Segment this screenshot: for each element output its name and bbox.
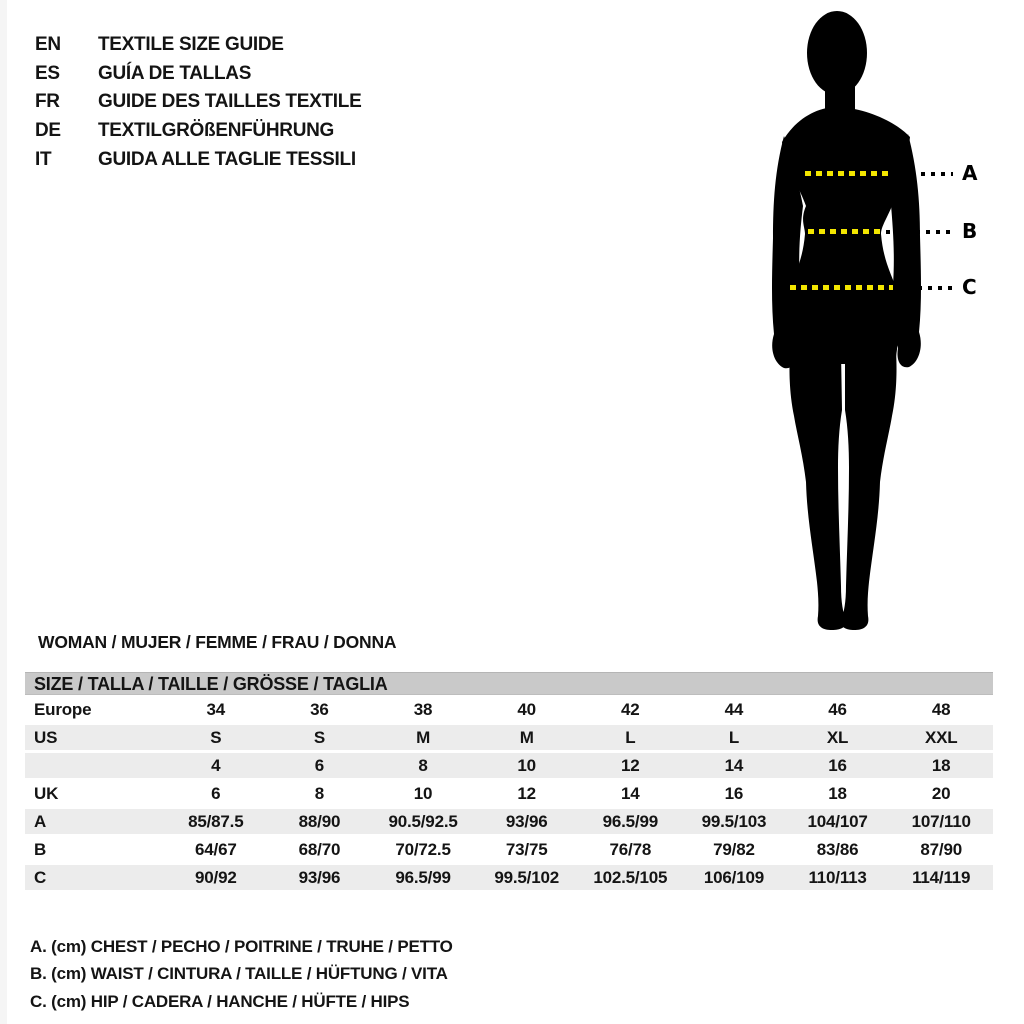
- language-code: DE: [35, 120, 61, 142]
- waist-marker-label: B: [962, 219, 978, 243]
- language-entry: [35, 88, 361, 117]
- size-table-body: [25, 697, 993, 890]
- size-table-row: [25, 809, 993, 834]
- size-value: 10: [517, 756, 536, 775]
- language-entry: [35, 117, 361, 146]
- language-code: ES: [35, 62, 60, 84]
- size-value: 79/82: [713, 840, 755, 859]
- size-value: XXL: [924, 728, 958, 747]
- size-table-header: SIZE / TALLA / TAILLE / GRÖSSE / TAGLIA: [25, 672, 993, 695]
- woman-section-title: WOMAN / MUJER / FEMME / FRAU / DONNA: [38, 632, 397, 652]
- size-value: 90/92: [195, 868, 237, 887]
- size-value: 76/78: [609, 840, 652, 859]
- size-value: 64/67: [195, 840, 237, 859]
- size-value: 106/109: [703, 868, 764, 887]
- size-value: 14: [621, 784, 640, 803]
- size-value: 90.5/92.5: [388, 812, 458, 831]
- measure-definition: B. (cm) WAIST / CINTURA / TAILLE / HÜFTUNG / VITA: [30, 964, 448, 984]
- size-value: 99.5/103: [701, 812, 767, 831]
- language-title-block: [35, 31, 361, 174]
- size-value: XL: [826, 728, 849, 747]
- chest-leader-dots: [911, 172, 953, 176]
- chest-measure-line: [805, 171, 890, 176]
- size-value: 99.5/102: [494, 868, 559, 887]
- guide-title: GUÍA DE TALLAS: [98, 62, 252, 84]
- language-entry: [35, 145, 361, 174]
- size-value: 93/96: [505, 812, 548, 831]
- size-value: 68/70: [298, 840, 341, 859]
- size-value: 96.5/99: [602, 812, 658, 831]
- size-row-label: C: [34, 868, 47, 887]
- size-value: 16: [828, 756, 847, 775]
- guide-title: GUIDA ALLE TAGLIE TESSILI: [98, 148, 356, 170]
- size-table-row: [25, 753, 993, 778]
- size-value: 6: [211, 784, 221, 803]
- measure-definition: A. (cm) CHEST / PECHO / POITRINE / TRUHE / PETTO: [30, 937, 453, 956]
- size-value: 85/87.5: [188, 812, 244, 831]
- size-value: 42: [621, 700, 640, 719]
- size-value: 8: [418, 756, 428, 775]
- waist-measure-line: [808, 229, 882, 234]
- woman-silhouette: [740, 0, 1024, 640]
- size-value: 70/72.5: [395, 840, 451, 859]
- hip-marker-label: C: [962, 275, 977, 299]
- size-value: 6: [314, 756, 325, 775]
- language-code: EN: [35, 34, 61, 56]
- size-value: 87/90: [920, 840, 962, 859]
- size-value: 102.5/105: [593, 868, 668, 887]
- size-value: 16: [724, 784, 744, 803]
- size-value: 36: [310, 700, 329, 719]
- size-value: 88/90: [298, 812, 341, 831]
- size-row-label: Europe: [34, 700, 92, 719]
- size-value: 96.5/99: [395, 868, 451, 887]
- hip-measure-line: [790, 285, 893, 290]
- size-value: 8: [314, 784, 325, 803]
- size-value: 20: [931, 784, 951, 803]
- size-value: L: [625, 728, 636, 747]
- language-entry: [35, 31, 361, 60]
- size-value: S: [313, 728, 325, 747]
- chest-marker-label: A: [962, 161, 978, 185]
- language-title-list: [35, 31, 361, 174]
- size-value: 40: [517, 700, 536, 719]
- language-code: IT: [35, 148, 52, 170]
- size-value: 104/107: [807, 812, 868, 831]
- page-left-edge: [0, 0, 7, 1024]
- size-value: L: [728, 728, 740, 747]
- size-value: 10: [413, 784, 433, 803]
- size-value: 114/119: [912, 868, 971, 887]
- size-value: 12: [517, 784, 536, 803]
- size-value: 44: [724, 700, 744, 719]
- measurement-legend: [30, 933, 453, 1015]
- size-value: 14: [724, 756, 744, 775]
- size-value: 34: [206, 700, 226, 719]
- size-value: 38: [413, 700, 433, 719]
- size-value: 18: [828, 784, 847, 803]
- size-row-label: US: [34, 728, 58, 747]
- size-table-row: [25, 781, 993, 806]
- hip-leader-dots: [898, 286, 953, 290]
- size-value: 93/96: [298, 868, 341, 887]
- size-table-row: [25, 725, 993, 750]
- size-value: 110/113: [808, 868, 867, 887]
- size-value: 73/75: [505, 840, 548, 859]
- size-value: 46: [828, 700, 847, 719]
- size-table-row: [25, 837, 993, 862]
- size-table: [25, 672, 993, 893]
- size-row-label: [25, 753, 164, 778]
- size-value: 48: [931, 700, 951, 719]
- guide-title: TEXTILGRÖßENFÜHRUNG: [98, 120, 335, 142]
- size-row-label: B: [34, 840, 47, 859]
- size-value: M: [416, 728, 431, 747]
- language-entry: [35, 60, 361, 89]
- measure-definition: C. (cm) HIP / CADERA / HANCHE / HÜFTE / HIPS: [30, 991, 410, 1011]
- size-value: 4: [211, 756, 221, 775]
- size-value: S: [210, 728, 222, 747]
- size-value: 12: [621, 756, 640, 775]
- size-row-label: A: [34, 812, 47, 831]
- guide-title: GUIDE DES TAILLES TEXTILE: [98, 91, 362, 113]
- size-value: M: [519, 728, 534, 747]
- size-value: 83/86: [816, 840, 859, 859]
- language-code: FR: [35, 91, 60, 113]
- size-table-row: [25, 865, 993, 890]
- waist-leader-dots: [886, 230, 952, 234]
- size-value: 18: [931, 756, 951, 775]
- size-table-row: [25, 697, 993, 722]
- size-row-label: UK: [34, 784, 59, 803]
- guide-title: TEXTILE SIZE GUIDE: [98, 34, 284, 56]
- size-value: 107/110: [911, 812, 971, 831]
- figure-area: [740, 0, 1024, 640]
